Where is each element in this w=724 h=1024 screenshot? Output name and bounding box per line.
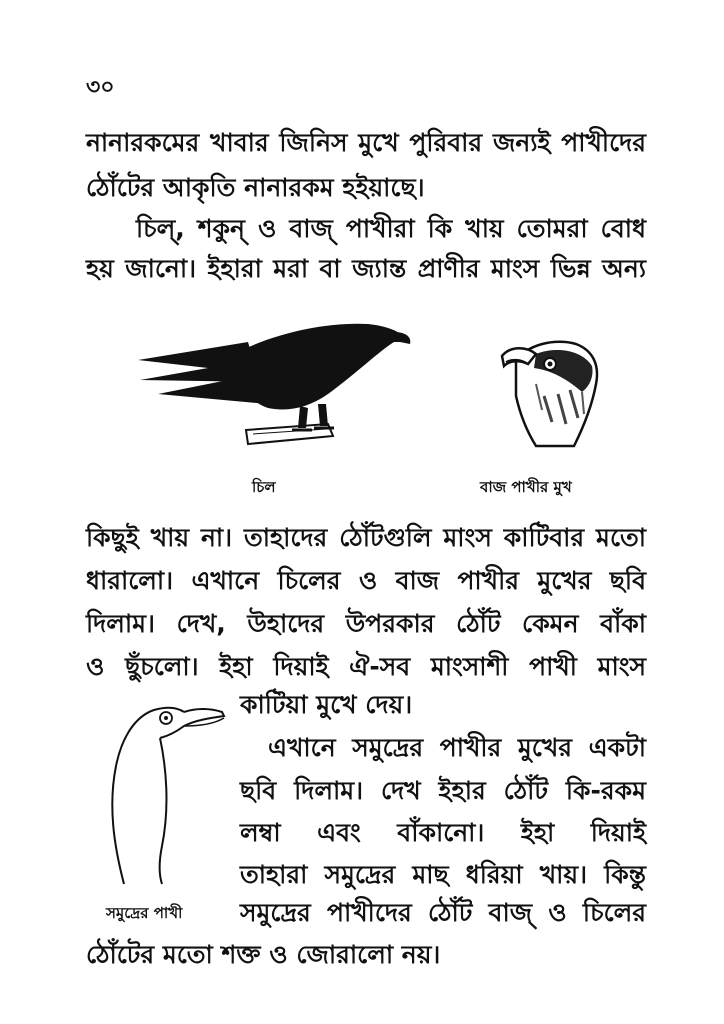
text-line: ধারালো। এখানে চিলের ও বাজ পাখীর মুখের ছবি <box>86 566 646 595</box>
text-line: ঠোঁটের মতো শক্ত ও জোরালো নয়। <box>86 940 441 969</box>
text-line: ও ছুঁচলো। ইহা দিয়াই ঐ-সব মাংসাশী পাখী মাংস <box>86 652 646 681</box>
text-line: কাটিয়া মুখে দেয়। <box>240 690 413 719</box>
text-line: হয় জানো। ইহারা মরা বা জ্যান্ত প্রাণীর মাংস ভিন্ন অন্য <box>86 254 646 283</box>
text-line: এখানে সমুদ্রের পাখীর মুখের একটা <box>268 733 646 762</box>
hawk-head-illustration <box>496 334 606 454</box>
kite-caption: চিল <box>252 478 276 496</box>
text-line: তাহারা সমুদ্রের মাছ ধরিয়া খায়। কিন্তু <box>240 860 646 889</box>
text-line: দিলাম। দেখ, উহাদের উপরকার ঠোঁট কেমন বাঁকা <box>86 609 646 638</box>
text-line: কিছুই খায় না। তাহাদের ঠোঁটগুলি মাংস কাটিবার মতো <box>86 523 646 552</box>
kite-bird-illustration <box>128 312 418 452</box>
text-line: ঠোঁটের আকৃতি নানারকম হইয়াছে। <box>86 173 425 202</box>
text-line: নানারকমের খাবার জিনিস মুখে পুরিবার জন্যই পাখীদের <box>86 128 646 157</box>
text-line: লম্বা এবং বাঁকানো। ইহা দিয়াই <box>240 818 646 847</box>
text-line: চিল্‌, শকুন্‌ ও বাজ্‌ পাখীরা কি খায় তোমরা বোধ <box>136 214 646 243</box>
seabird-head-illustration <box>96 696 228 886</box>
text-line: ছবি দিলাম। দেখ ইহার ঠোঁট কি-রকম <box>240 776 646 805</box>
hawk-head-caption: বাজ পাখীর মুখ <box>480 478 572 496</box>
text-line: সমুদ্রের পাখীদের ঠোঁট বাজ্‌ ও চিলের <box>240 898 646 927</box>
seabird-caption: সমুদ্রের পাখী <box>106 904 183 922</box>
page-number: ৩০ <box>86 75 115 100</box>
